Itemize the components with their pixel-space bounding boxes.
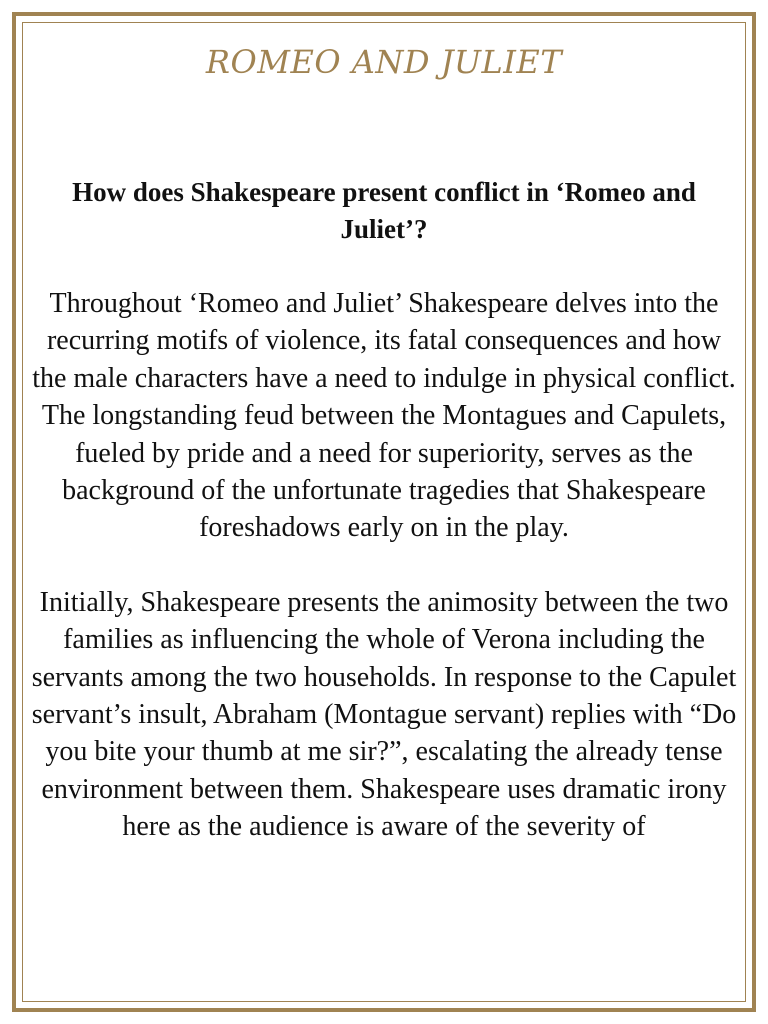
essay-question: How does Shakespeare present conflict in ‘Romeo and Juliet’? <box>72 177 696 244</box>
paragraph-2: Initially, Shakespeare presents the animosity between the two families as influencing the whole of Verona including the servants among the two households. In response to the Capulet servant’s insult, Abraham (Montague servant) replies with “Do you bite your thumb at me sir?”, escalating the already tense environment between them. Shakespeare uses dramatic irony here as the audience is aware of the severity of <box>31 586 737 843</box>
document-title: ROMEO AND JULIET <box>205 43 563 81</box>
document-content <box>28 22 740 992</box>
paragraph-1: Throughout ‘Romeo and Juliet’ Shakespeare delves into the recurring motifs of violence, its fatal consequences and how the male characters have a need to indulge in physical conflict. The longstanding feud between the Montagues and Capulets, fueled by pride and a need for superiority, serves as the background of the unfortunate tragedies that Shakespeare foreshadows early on in the play. <box>32 288 736 544</box>
